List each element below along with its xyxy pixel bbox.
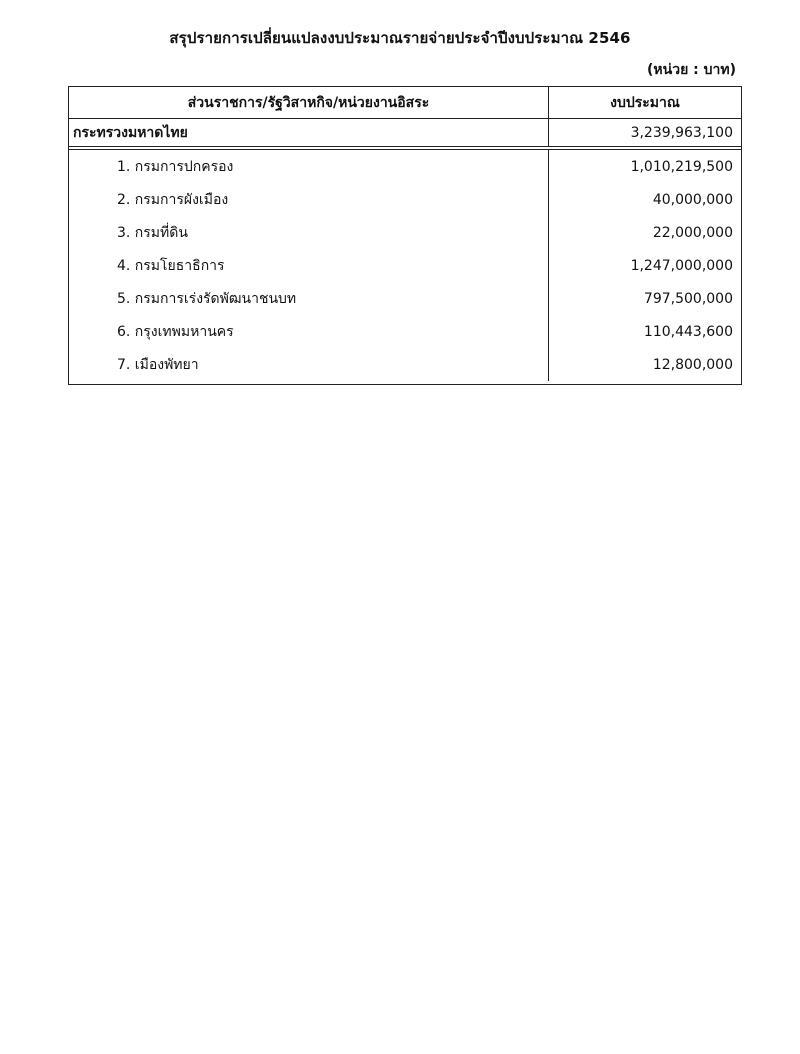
row-amount: 22,000,000 (652, 224, 733, 241)
row-label: 4. กรมโยธาธิการ (69, 249, 549, 282)
table-row (69, 150, 741, 183)
table-row (69, 348, 741, 381)
ministry-row (69, 119, 741, 150)
row-label: 3. กรมที่ดิน (69, 216, 549, 249)
table-row (69, 282, 741, 315)
row-label: 6. กรุงเทพมหานคร (69, 315, 549, 348)
row-amount: 797,500,000 (643, 290, 733, 307)
table-row (69, 249, 741, 282)
ministry-amount: 3,239,963,100 (630, 124, 733, 141)
row-label: 2. กรมการผังเมือง (69, 183, 549, 216)
unit-label: (หน่วย : บาท) (647, 62, 736, 78)
row-label: 1. กรมการปกครอง (69, 150, 549, 183)
table-row (69, 183, 741, 216)
table-header-row (69, 87, 741, 119)
header-agency: ส่วนราชการ/รัฐวิสาหกิจ/หน่วยงานอิสระ (69, 87, 549, 118)
row-amount: 1,247,000,000 (630, 257, 733, 274)
table-body (69, 150, 741, 384)
row-amount: 1,010,219,500 (630, 158, 733, 175)
budget-table (68, 86, 742, 385)
row-amount: 12,800,000 (652, 356, 733, 373)
table-row (69, 315, 741, 348)
header-budget: งบประมาณ (610, 94, 680, 111)
row-label: 5. กรมการเร่งรัดพัฒนาชนบท (69, 282, 549, 315)
row-amount: 40,000,000 (652, 191, 733, 208)
document-title: สรุปรายการเปลี่ยนแปลงงบประมาณรายจ่ายประจำปีงบประมาณ 2546 (169, 29, 631, 47)
row-label: 7. เมืองพัทยา (69, 348, 549, 381)
row-amount: 110,443,600 (643, 323, 733, 340)
ministry-name: กระทรวงมหาดไทย (69, 119, 549, 146)
table-row (69, 216, 741, 249)
